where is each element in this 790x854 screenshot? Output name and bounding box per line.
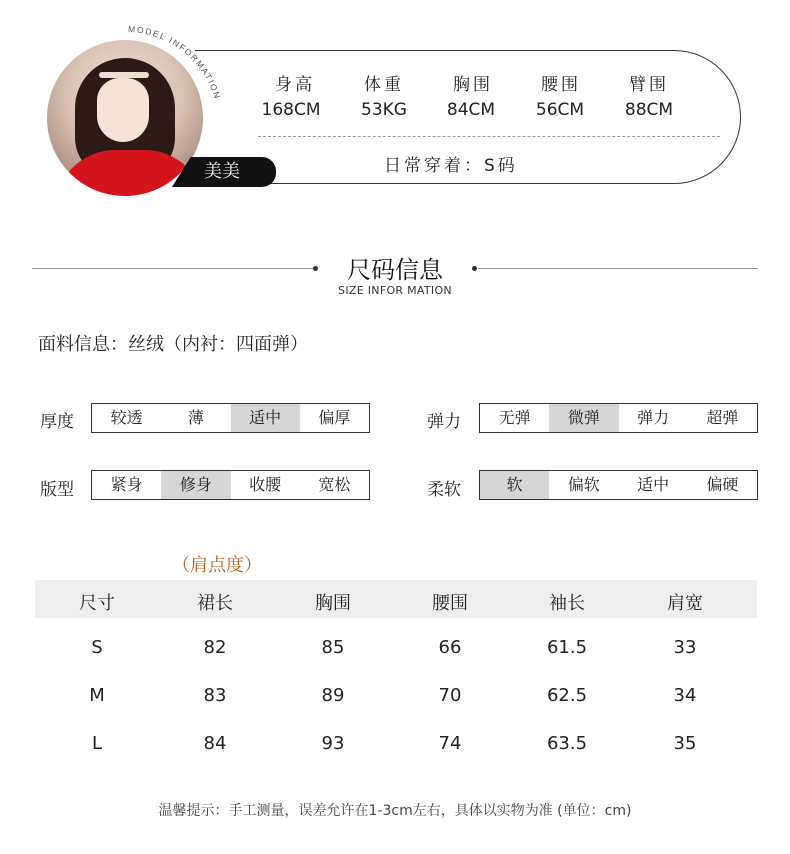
table-header-cell: 尺寸 bbox=[79, 593, 115, 614]
thickness-scale bbox=[91, 403, 370, 433]
elasticity-option: 无弹 bbox=[498, 408, 531, 427]
softness-option: 偏软 bbox=[567, 475, 600, 494]
measure-label-arm: 臂围 bbox=[629, 75, 669, 95]
dashed-divider bbox=[258, 136, 720, 137]
table-cell: 74 bbox=[438, 733, 462, 754]
thickness-option: 偏厚 bbox=[318, 408, 351, 427]
table-header-cell: 腰围 bbox=[432, 593, 468, 614]
elasticity-option: 弹力 bbox=[637, 408, 670, 427]
measure-label-bust: 胸围 bbox=[453, 75, 493, 95]
measure-label-weight: 体重 bbox=[364, 75, 404, 95]
table-cell: 61.5 bbox=[546, 637, 588, 658]
measure-value-waist: 56CM bbox=[535, 100, 585, 120]
fit-label: 版型 bbox=[40, 480, 74, 500]
model-information-arc-caption bbox=[120, 18, 230, 138]
elasticity-option: 微弹 bbox=[549, 404, 618, 432]
table-cell: 84 bbox=[203, 733, 227, 754]
measure-label-height: 身高 bbox=[275, 75, 315, 95]
softness-option: 适中 bbox=[637, 475, 670, 494]
measure-value-arm: 88CM bbox=[624, 100, 674, 120]
softness-option: 软 bbox=[480, 471, 549, 499]
softness-scale bbox=[479, 470, 758, 500]
model-name: 美美 bbox=[204, 161, 240, 182]
table-header-cell: 裙长 bbox=[197, 593, 233, 614]
table-cell: 62.5 bbox=[546, 685, 588, 706]
fit-option: 修身 bbox=[161, 471, 230, 499]
softness-option: 偏硬 bbox=[706, 475, 739, 494]
daily-wear-size: 日常穿着：S码 bbox=[384, 156, 518, 176]
elasticity-scale bbox=[479, 403, 758, 433]
fit-option: 收腰 bbox=[249, 475, 282, 494]
thickness-label: 厚度 bbox=[40, 412, 74, 432]
table-cell: L bbox=[91, 733, 103, 754]
shoulder-measure-note: （肩点度） bbox=[172, 555, 262, 576]
table-header-cell: 胸围 bbox=[315, 593, 351, 614]
fit-option: 宽松 bbox=[318, 475, 351, 494]
thickness-option: 薄 bbox=[187, 408, 204, 427]
elasticity-label: 弹力 bbox=[427, 412, 461, 432]
measurement-footnote: 温馨提示：手工测量，误差允许在1-3cm左右，具体以实物为准 (单位：cm) bbox=[158, 803, 632, 819]
svg-text:MODEL INFORMATION bbox=[128, 24, 223, 101]
measure-label-waist: 腰围 bbox=[541, 75, 581, 95]
table-cell: M bbox=[89, 685, 105, 706]
table-cell: 33 bbox=[673, 637, 697, 658]
softness-label: 柔软 bbox=[427, 480, 461, 500]
measure-value-weight: 53KG bbox=[361, 100, 407, 120]
arc-caption-text: MODEL INFORMATION bbox=[127, 23, 223, 101]
thickness-option: 较透 bbox=[110, 408, 143, 427]
table-cell: 93 bbox=[321, 733, 345, 754]
fabric-info: 面料信息：丝绒（内衬：四面弹） bbox=[38, 334, 308, 355]
title-rule-right bbox=[478, 268, 758, 269]
table-cell: S bbox=[91, 637, 103, 658]
fit-scale bbox=[91, 470, 370, 500]
table-header-cell: 袖长 bbox=[549, 593, 585, 614]
fit-option: 紧身 bbox=[110, 475, 143, 494]
table-cell: 34 bbox=[673, 685, 697, 706]
measure-value-bust: 84CM bbox=[446, 100, 496, 120]
table-cell: 85 bbox=[321, 637, 345, 658]
table-header-cell: 肩宽 bbox=[667, 593, 703, 614]
table-cell: 82 bbox=[203, 637, 227, 658]
elasticity-option: 超弹 bbox=[706, 408, 739, 427]
table-cell: 89 bbox=[321, 685, 345, 706]
section-subtitle: SIZE INFOR MATION bbox=[338, 284, 452, 297]
title-rule-left bbox=[32, 268, 314, 269]
section-title: 尺码信息 bbox=[347, 256, 443, 284]
table-cell: 66 bbox=[438, 637, 462, 658]
table-cell: 70 bbox=[438, 685, 462, 706]
table-cell: 63.5 bbox=[546, 733, 588, 754]
table-cell: 83 bbox=[203, 685, 227, 706]
table-cell: 35 bbox=[673, 733, 697, 754]
measure-value-height: 168CM bbox=[261, 100, 321, 120]
thickness-option: 适中 bbox=[231, 404, 300, 432]
